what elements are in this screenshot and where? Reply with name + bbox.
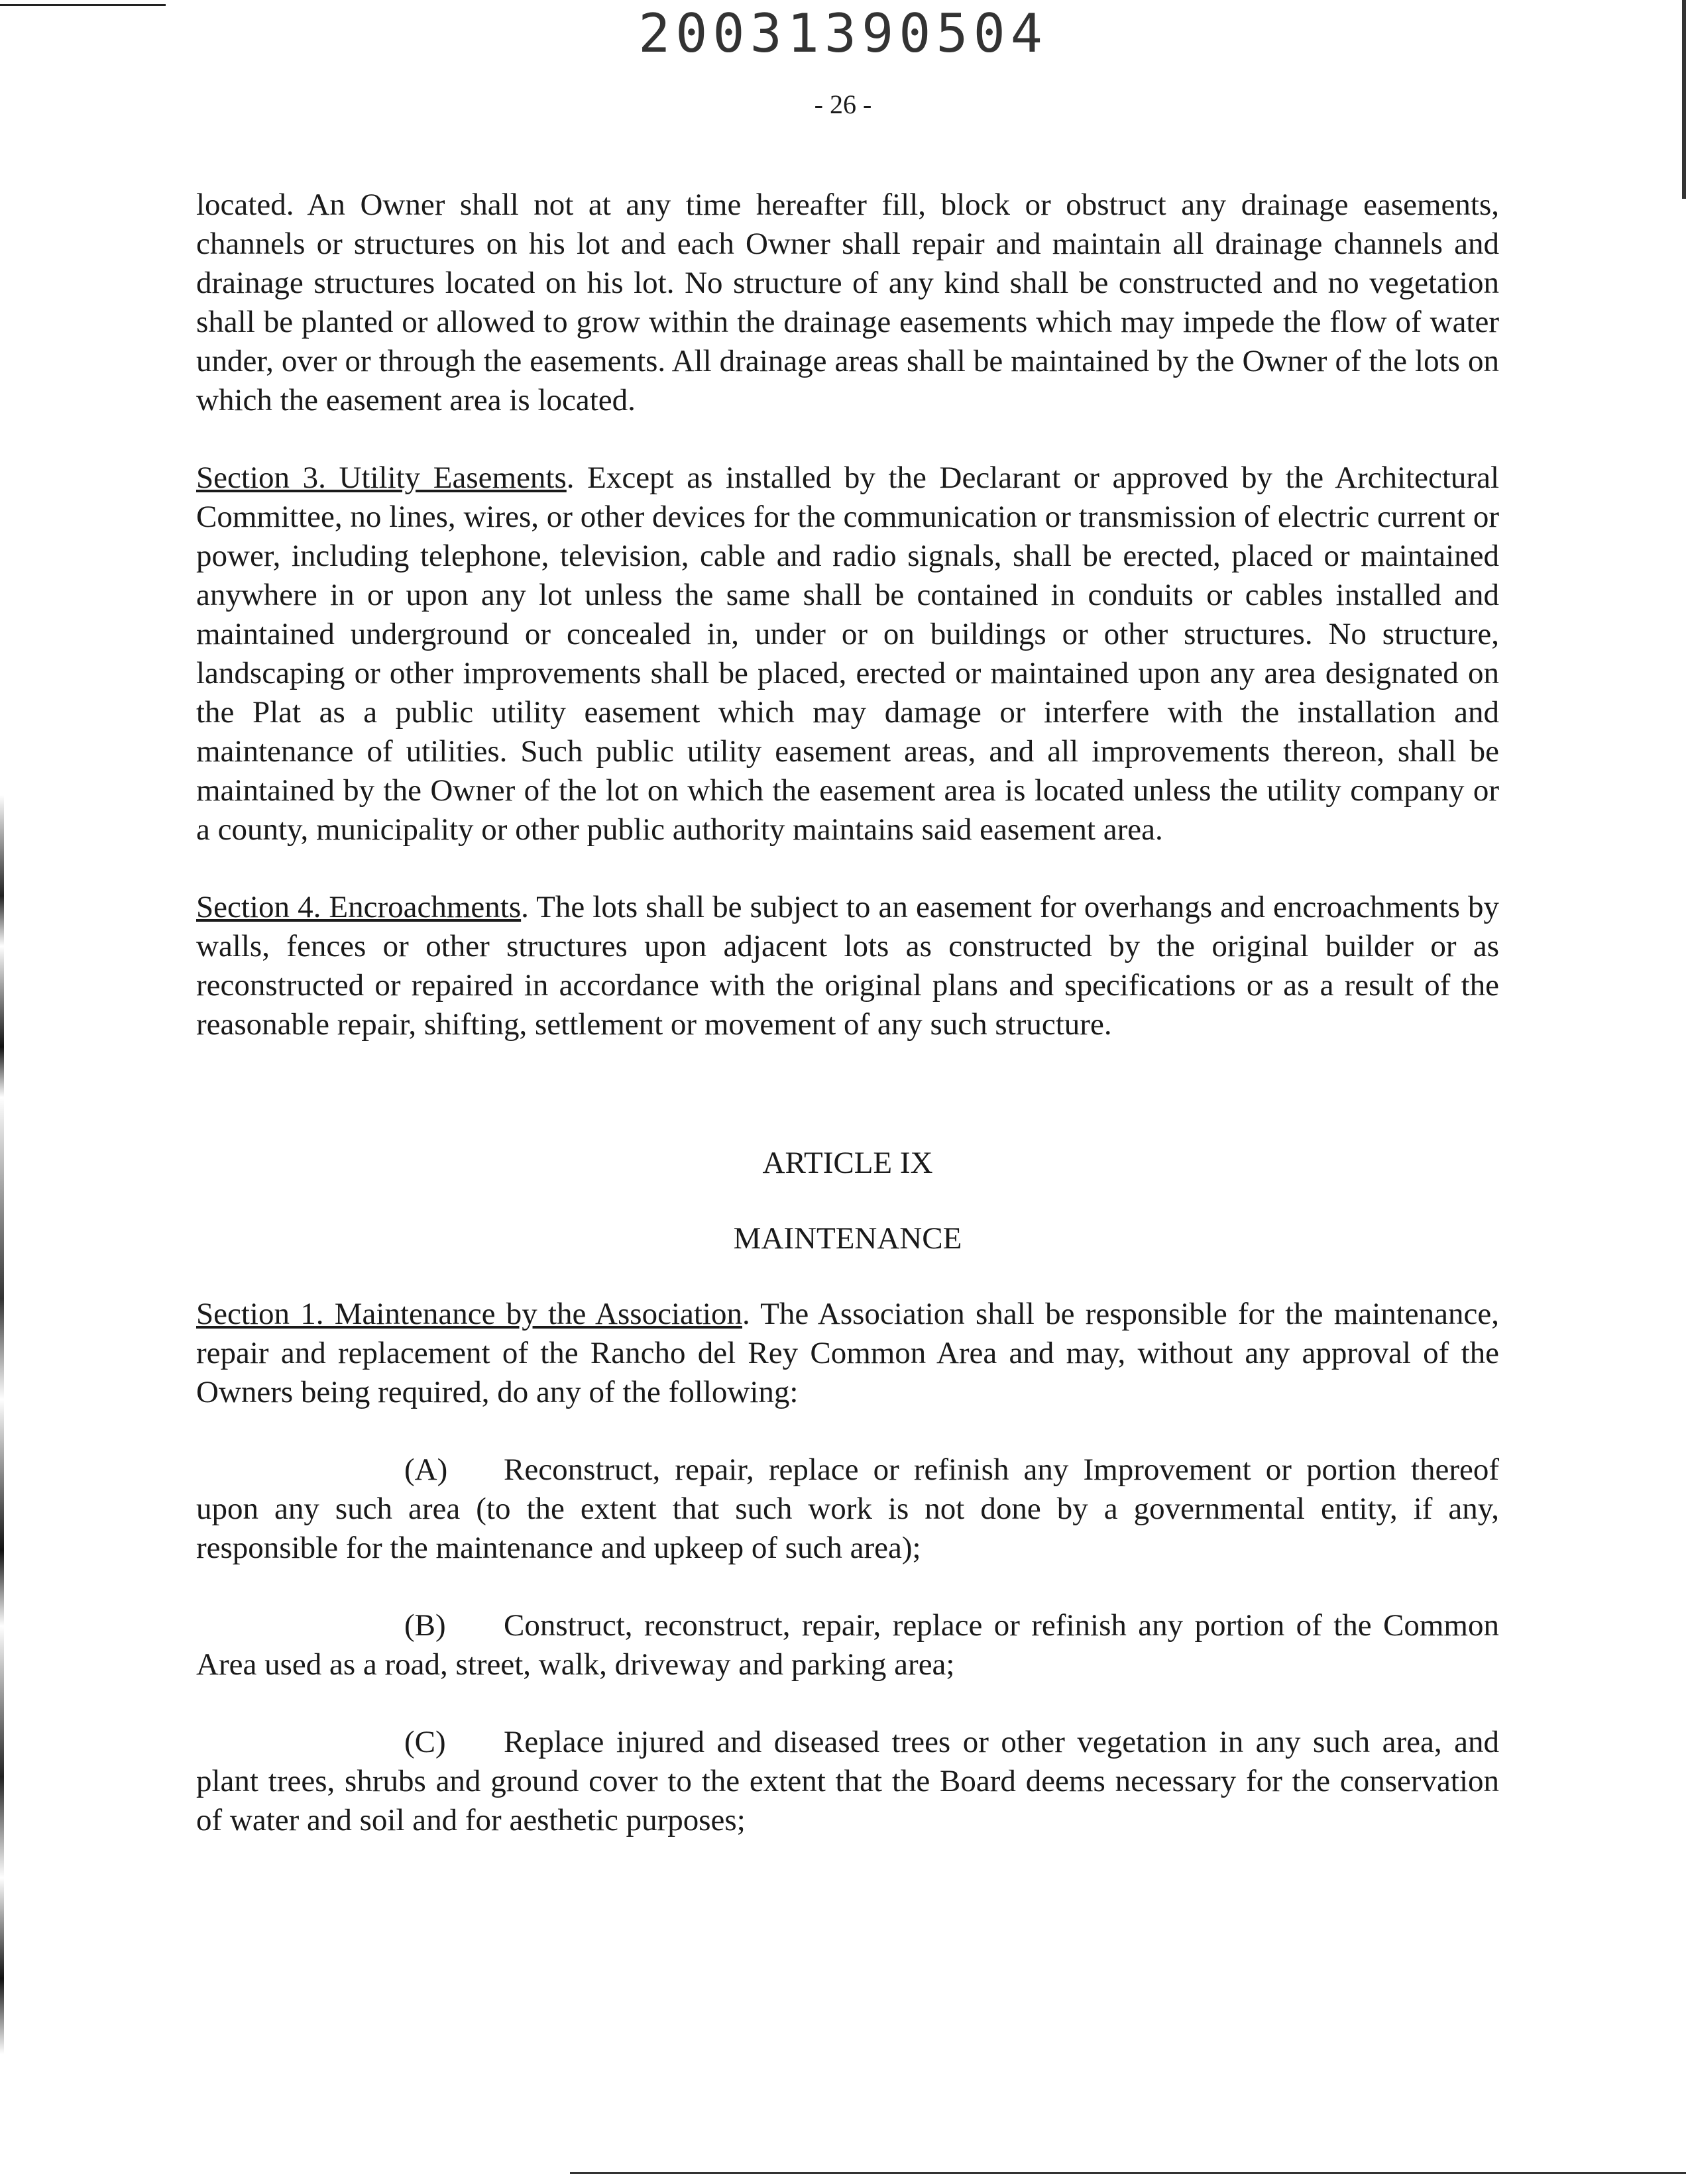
section-3-utility-easements — [196, 459, 1499, 849]
section-1-body: . The Association shall be responsible for the maintenance, repair and replacement of the Rancho del Rey Common Area and may, without any approval of the Owners being required, do any of the following: — [196, 1297, 1499, 1409]
list-item-b-label: (B) — [404, 1608, 446, 1643]
section-4-encroachments — [196, 888, 1499, 1044]
paragraph-drainage: located. An Owner shall not at any time hereafter fill, block or obstruct any drainage easements, channels or structures on his lot and each Owner shall repair and maintain all drainage channels and drainage structures located on his lot. No structure of any kind shall be constructed and no vegetation shall be planted or allowed to grow within the drainage easements which may impede the flow of water under, over or through the easements. All drainage areas shall be maintained by the Owner of the lots on which the easement area is located. — [196, 188, 1499, 417]
list-item-c-text: Replace injured and diseased trees or other vegetation in any such area, and plant trees, shrubs and ground cover to the extent that the Board deems necessary for the conservation of water and soil and for aesthetic purposes; — [196, 1725, 1499, 1837]
scan-artifact-left — [0, 795, 4, 2054]
article-title: ARTICLE IX — [762, 1146, 933, 1180]
list-item-b — [196, 1606, 1499, 1684]
section-3-body: . Except as installed by the Declarant or approved by the Architectural Committee, no lines, wires, or other devices for the communication or transmission of electric current or power, including telephone, television, cable and radio signals, shall be erected, placed or maintained anywhere in or upon any lot unless the same shall be contained in conduits or cables installed and maintained underground or concealed in, under or on buildings or other structures. No structure, landscaping or other improvements shall be placed, erected or maintained upon any area designated on the Plat as a public utility easement which may damage or interfere with the installation and maintenance of utilities. Such public utility easement areas, and all improvements thereon, shall be maintained by the Owner of the lot on which the easement area is located unless the utility company or a county, municipality or other public authority maintains said easement area. — [196, 461, 1500, 847]
section-3-heading: Section 3. Utility Easements — [196, 461, 567, 495]
scan-artifact-bottom — [570, 2172, 1686, 2174]
section-4-heading: Section 4. Encroachments — [196, 890, 522, 924]
list-item-c — [196, 1723, 1499, 1840]
page-number: - 26 - — [814, 89, 872, 119]
list-item-c-label: (C) — [404, 1725, 446, 1759]
article-subtitle: MAINTENANCE — [733, 1221, 962, 1256]
list-item-a-text: Reconstruct, repair, replace or refinish any Improvement or portion thereof upon any such area (to the extent that such work is not done by a governmental entity, if any, responsible for the maintenance and upkeep of such area); — [196, 1452, 1499, 1565]
section-1-heading: Section 1. Maintenance by the Association — [196, 1297, 742, 1331]
section-4-body: . The lots shall be subject to an easement for overhangs and encroachments by walls, fences or other structures upon adjacent lots as constructed by the original builder or as reconstructed or repaired in accordance with the original plans and specifications or as a result of the reasonable repair, shifting, settlement or movement of any such structure. — [196, 890, 1499, 1042]
list-item-a — [196, 1450, 1499, 1568]
document-body — [196, 186, 1499, 1879]
list-item-a-label: (A) — [404, 1452, 448, 1487]
section-1-maintenance — [196, 1295, 1499, 1412]
document-number: 20031390504 — [638, 3, 1048, 64]
list-item-b-text: Construct, reconstruct, repair, replace or refinish any portion of the Common Area used as a road, street, walk, driveway and parking area; — [196, 1608, 1499, 1682]
